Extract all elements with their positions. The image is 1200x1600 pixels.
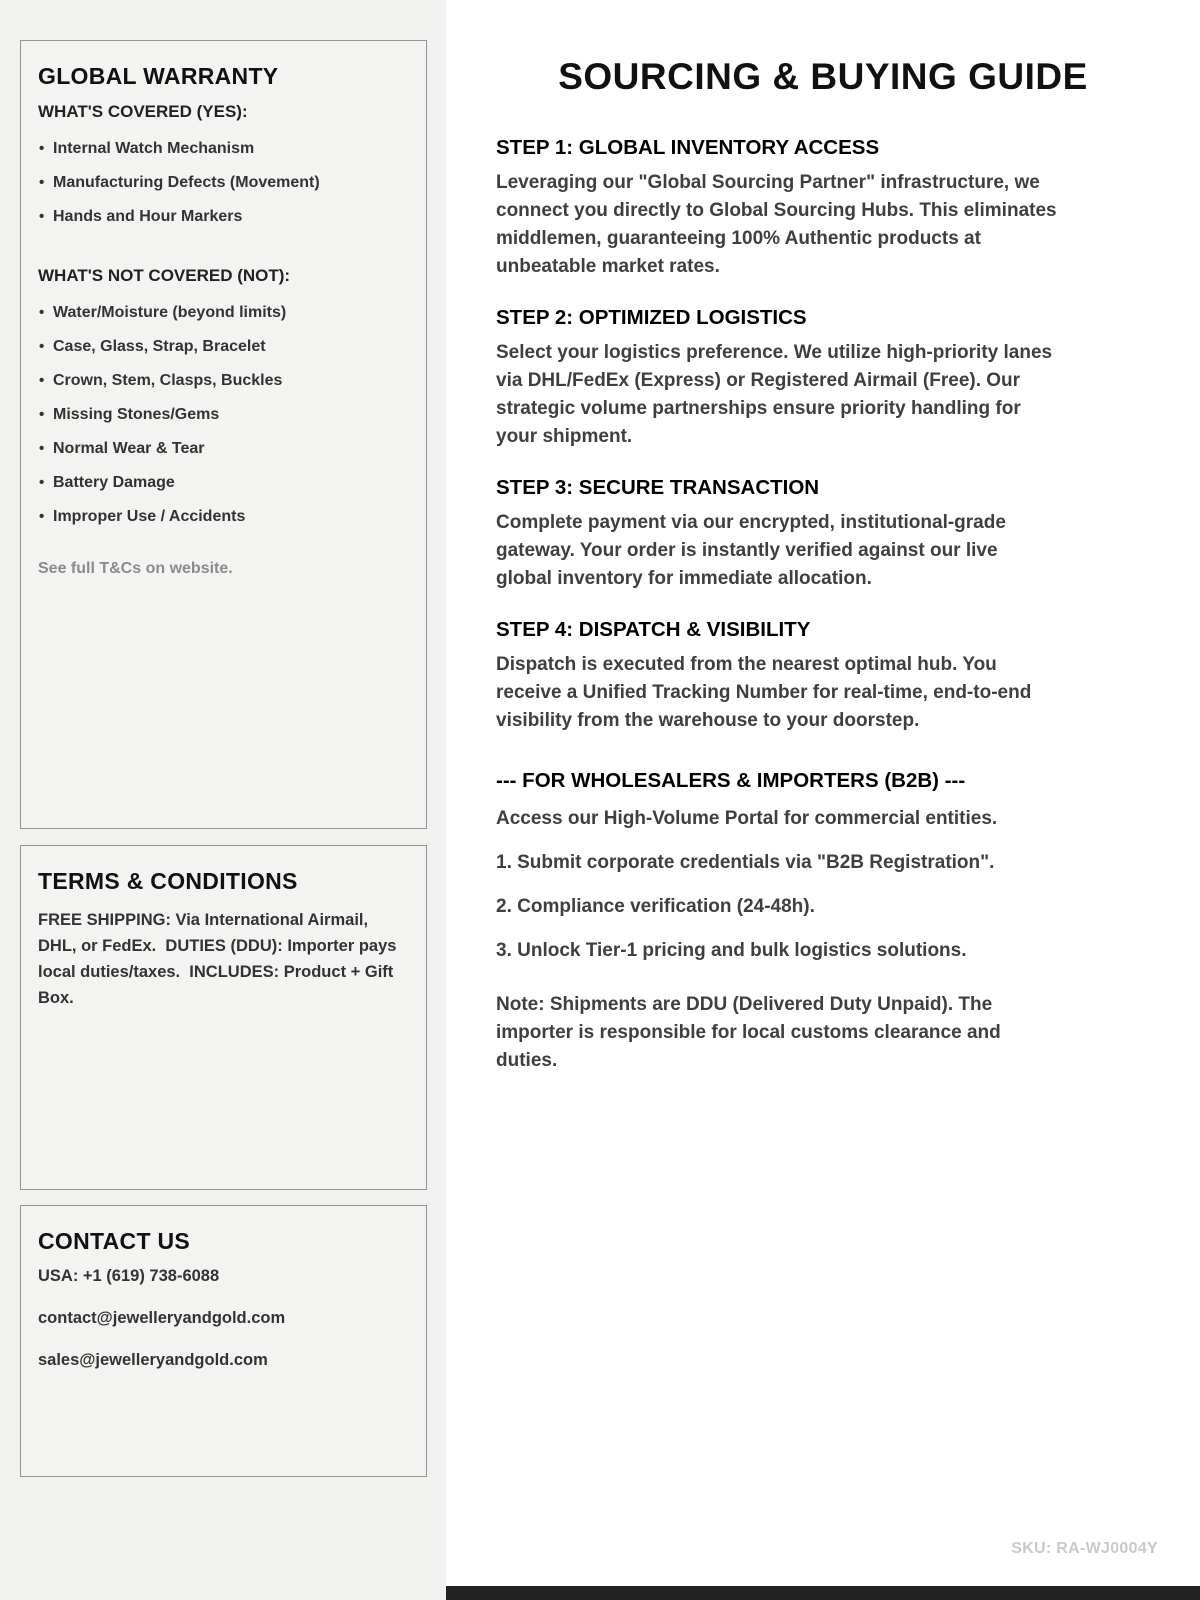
step-4-heading: STEP 4: DISPATCH & VISIBILITY [496, 618, 811, 641]
step-2-body: Select your logistics preference. We utilize high-priority lanes via DHL/FedEx (Express) or Registered Airmail (Free). Our strategic volume partnerships ensure priority handling for your shipment. [496, 342, 1053, 447]
step-3-body: Complete payment via our encrypted, institutional-grade gateway. Your order is instantly verified against our live global inventory for immediate allocation. [496, 512, 1006, 589]
contact-box [20, 1205, 427, 1477]
not-covered-item: • Normal Wear & Tear [38, 432, 409, 466]
sidebar [0, 0, 446, 1600]
contact-email: contact@jewelleryandgold.com [38, 1309, 286, 1327]
sku-label: SKU: RA-WJ0004Y [1011, 1540, 1158, 1557]
not-covered-item: • Crown, Stem, Clasps, Buckles [38, 364, 409, 398]
step-2 [496, 306, 1150, 451]
warranty-box [20, 40, 427, 829]
footer-bar [446, 1586, 1200, 1600]
sales-email: sales@jewelleryandgold.com [38, 1351, 268, 1369]
step-4-body: Dispatch is executed from the nearest optimal hub. You receive a Unified Tracking Number for real-time, end-to-end visibility from the warehouse to your doorstep. [496, 654, 1032, 731]
step-2-heading: STEP 2: OPTIMIZED LOGISTICS [496, 306, 807, 329]
b2b-heading: --- FOR WHOLESALERS & IMPORTERS (B2B) --- [496, 769, 966, 792]
contact-title: CONTACT US [38, 1228, 191, 1254]
not-covered-item: • Missing Stones/Gems [38, 398, 409, 432]
warranty-footnote: See full T&Cs on website. [38, 560, 233, 577]
covered-item: • Hands and Hour Markers [38, 200, 409, 234]
b2b-step: 2. Compliance verification (24-48h). [496, 896, 815, 917]
main-content [446, 0, 1200, 1600]
covered-item: • Internal Watch Mechanism [38, 132, 409, 166]
covered-heading: WHAT'S COVERED (YES): [38, 102, 248, 121]
b2b-step: 3. Unlock Tier-1 pricing and bulk logistics solutions. [496, 940, 967, 961]
b2b-section [496, 769, 1150, 1075]
step-1 [496, 136, 1150, 281]
not-covered-list [38, 296, 409, 534]
covered-item: • Manufacturing Defects (Movement) [38, 166, 409, 200]
step-3 [496, 476, 1150, 593]
terms-body: FREE SHIPPING: Via International Airmail, DHL, or FedEx. DUTIES (DDU): Importer pays local duties/taxes. INCLUDES: Product + Gift Box. [38, 911, 402, 1007]
terms-box [20, 845, 427, 1190]
page-title: SOURCING & BUYING GUIDE [558, 56, 1088, 97]
step-1-heading: STEP 1: GLOBAL INVENTORY ACCESS [496, 136, 880, 159]
not-covered-item: • Case, Glass, Strap, Bracelet [38, 330, 409, 364]
step-1-body: Leveraging our "Global Sourcing Partner" infrastructure, we connect you directly to Global Sourcing Hubs. This eliminates middlemen, guaranteeing 100% Authentic products at unbeatable market rates. [496, 172, 1057, 277]
contact-phone: USA: +1 (619) 738-6088 [38, 1267, 220, 1285]
b2b-note: Note: Shipments are DDU (Delivered Duty Unpaid). The importer is responsible for local customs clearance and duties. [496, 994, 1001, 1071]
not-covered-item: • Battery Damage [38, 466, 409, 500]
not-covered-item: • Water/Moisture (beyond limits) [38, 296, 409, 330]
not-covered-item: • Improper Use / Accidents [38, 500, 409, 534]
b2b-intro: Access our High-Volume Portal for commercial entities. [496, 808, 998, 829]
warranty-title: GLOBAL WARRANTY [38, 63, 279, 89]
terms-title: TERMS & CONDITIONS [38, 868, 298, 894]
not-covered-heading: WHAT'S NOT COVERED (NOT): [38, 266, 291, 285]
covered-list [38, 132, 409, 234]
b2b-step: 1. Submit corporate credentials via "B2B Registration". [496, 852, 995, 873]
step-4 [496, 618, 1150, 735]
step-3-heading: STEP 3: SECURE TRANSACTION [496, 476, 820, 499]
